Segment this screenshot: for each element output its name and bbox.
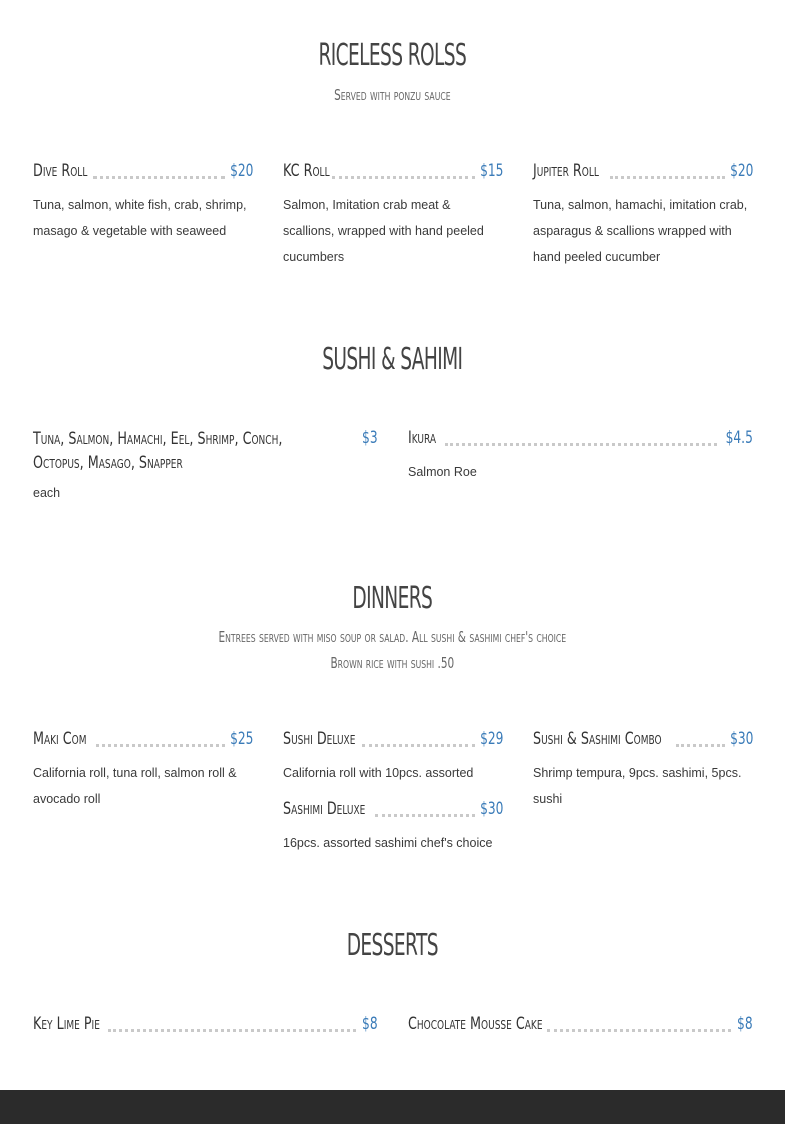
item-price: $30 bbox=[729, 729, 753, 749]
item-description: California roll with 10pcs. assorted bbox=[283, 766, 474, 780]
menu-item-sushi-sashimi-combo bbox=[533, 728, 753, 812]
menu-item-sushi-deluxe bbox=[283, 728, 503, 786]
dinners-section-title: DINNERS bbox=[352, 581, 433, 616]
item-description: Tuna, salmon, hamachi, imitation crab, asparagus & scallions wrapped with hand peeled cucumber bbox=[533, 198, 748, 264]
item-price: $4.5 bbox=[725, 428, 753, 448]
item-name: Tuna, Salmon, Hamachi, Eel, Shrimp, Conch, Octopus, Masago, Snapper bbox=[33, 429, 283, 473]
item-name: Maki Com bbox=[33, 729, 87, 749]
menu-item-dive-roll bbox=[33, 160, 253, 244]
menu-item-chocolate-mousse-cake bbox=[408, 1013, 753, 1039]
dot-leader bbox=[96, 744, 225, 747]
item-name: Sushi Deluxe bbox=[283, 729, 356, 749]
item-price: $15 bbox=[479, 161, 503, 181]
dot-leader bbox=[610, 176, 725, 179]
item-name: Key Lime Pie bbox=[33, 1014, 100, 1034]
dot-leader bbox=[547, 1029, 731, 1032]
item-description: Tuna, salmon, white fish, crab, shrimp, masago & vegetable with seaweed bbox=[33, 198, 247, 238]
dot-leader bbox=[375, 814, 475, 817]
item-name: Chocolate Mousse Cake bbox=[408, 1014, 543, 1034]
menu-item-ikura bbox=[408, 427, 753, 485]
item-price: $30 bbox=[479, 799, 503, 819]
item-price: $20 bbox=[229, 161, 253, 181]
item-description: Shrimp tempura, 9pcs. sashimi, 5pcs. sushi bbox=[533, 766, 742, 806]
item-description: Salmon, Imitation crab meat & scallions, wrapped with hand peeled cucumbers bbox=[283, 198, 484, 264]
item-name: Ikura bbox=[408, 428, 437, 448]
item-name: Dive Roll bbox=[33, 161, 88, 181]
dot-leader bbox=[676, 744, 725, 747]
item-name: KC Roll bbox=[283, 161, 330, 181]
menu-item-maki-com bbox=[33, 728, 253, 812]
dot-leader bbox=[445, 443, 717, 446]
item-price: $25 bbox=[229, 729, 253, 749]
item-description: each bbox=[33, 486, 61, 500]
item-price: $8 bbox=[737, 1014, 753, 1034]
item-price: $8 bbox=[362, 1014, 378, 1034]
dot-leader bbox=[362, 744, 475, 747]
sushi-section-title: SUSHI & SAHIMI bbox=[322, 342, 463, 377]
desserts-section-title: DESSERTS bbox=[346, 928, 438, 963]
menu-item-jupiter-roll bbox=[533, 160, 753, 270]
item-description: California roll, tuna roll, salmon roll & avocado roll bbox=[33, 766, 237, 806]
item-description: Salmon Roe bbox=[408, 465, 477, 479]
dot-leader bbox=[108, 1029, 356, 1032]
item-description: 16pcs. assorted sashimi chef's choice bbox=[283, 836, 493, 850]
menu-item-sushi-assortment bbox=[33, 427, 378, 506]
menu-item-sashimi-deluxe bbox=[283, 798, 503, 856]
dinners-section-subtitle-2: Brown rice with sushi .50 bbox=[330, 654, 455, 672]
menu-item-key-lime-pie bbox=[33, 1013, 378, 1039]
rolls-section-title: RICELESS ROLSS bbox=[318, 38, 467, 73]
item-name: Jupiter Roll bbox=[533, 161, 599, 181]
item-name: Sushi & Sashimi Combo bbox=[533, 729, 662, 749]
footer-bar bbox=[0, 1090, 785, 1124]
dinners-section-subtitle-1: Entrees served with miso soup or salad. All sushi & sashimi chef's choice bbox=[218, 628, 567, 646]
item-price: $20 bbox=[729, 161, 753, 181]
menu-item-kc-roll bbox=[283, 160, 503, 270]
rolls-section-subtitle: Served with ponzu sauce bbox=[334, 86, 451, 104]
item-name: Sashimi Deluxe bbox=[283, 799, 366, 819]
dot-leader bbox=[332, 176, 475, 179]
item-price: $3 bbox=[362, 428, 378, 448]
dot-leader bbox=[93, 176, 225, 179]
item-price: $29 bbox=[479, 729, 503, 749]
